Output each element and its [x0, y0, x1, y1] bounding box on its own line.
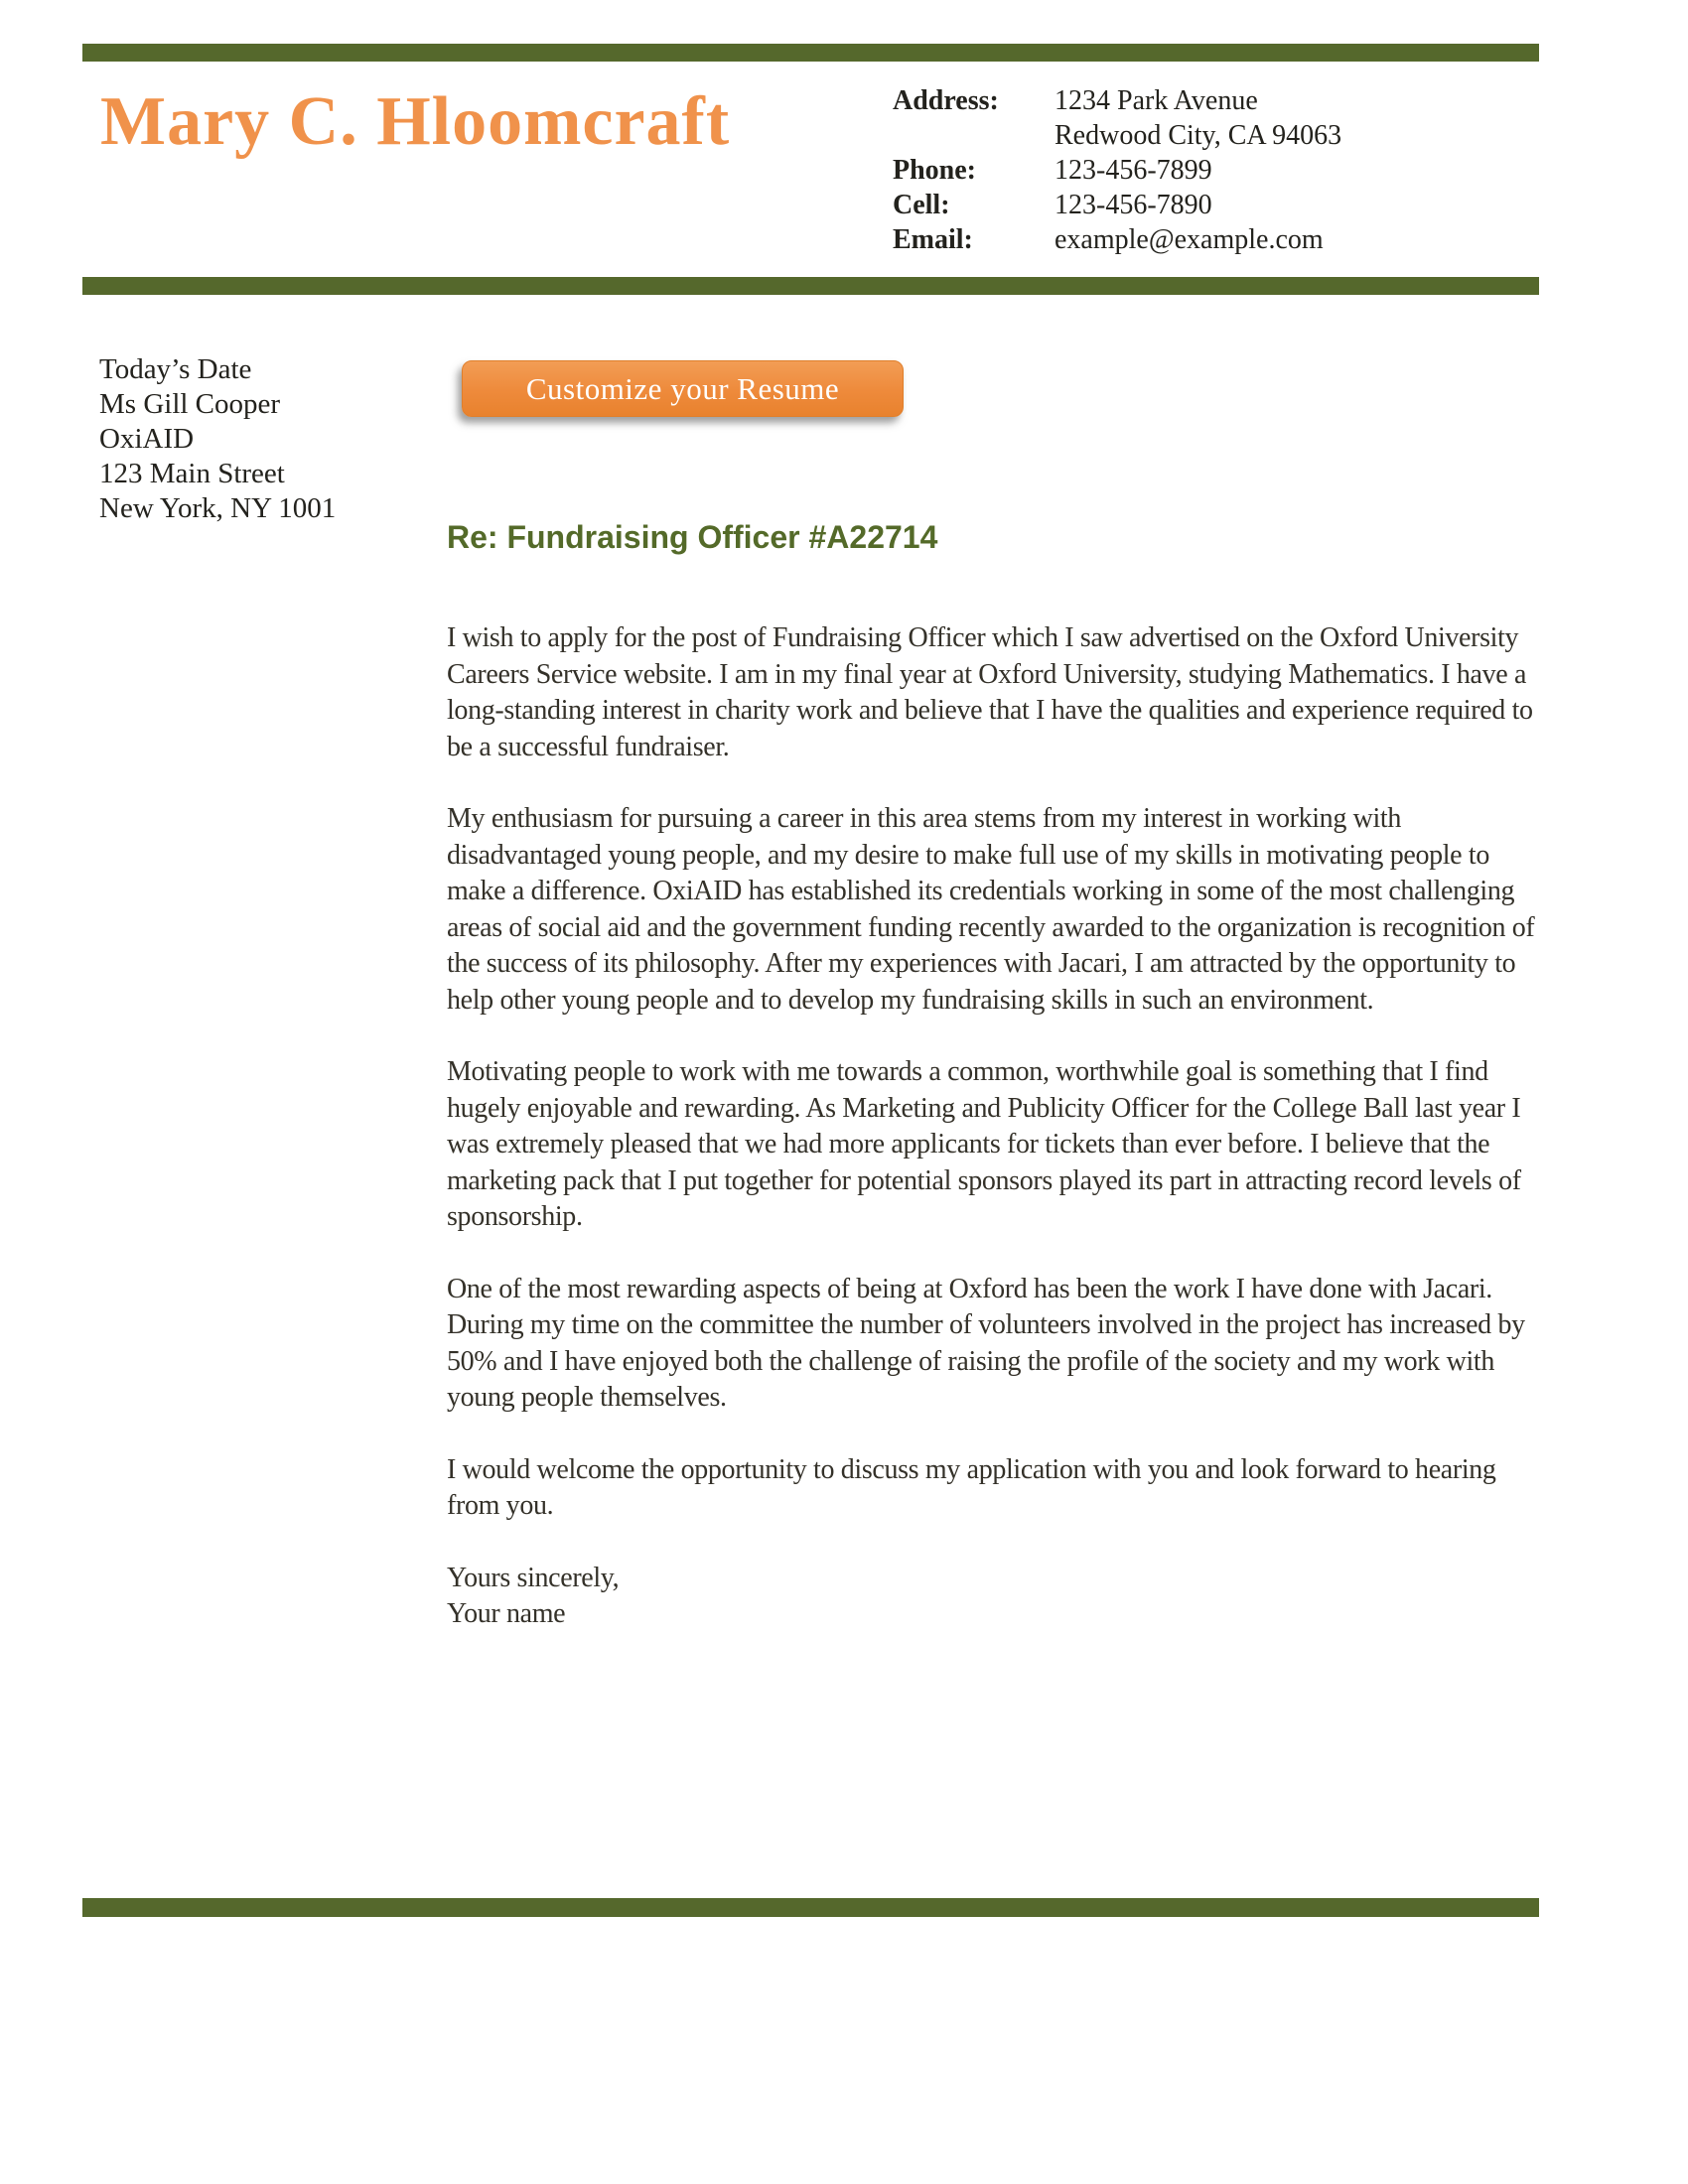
contact-row-cell [893, 188, 1341, 222]
address-label: Address: [893, 85, 999, 116]
cell-value: 123-456-7890 [1055, 190, 1212, 220]
contact-row-email [893, 222, 1341, 257]
recipient-line-org: OxiAID [99, 423, 195, 455]
contact-block [893, 83, 1341, 257]
recipient-line-name: Ms Gill Cooper [99, 388, 281, 420]
closing-salutation: Yours sincerely, [447, 1562, 620, 1593]
contact-row-phone [893, 153, 1341, 188]
letter-paragraph-2: My enthusiasm for pursuing a career in this area stems from my interest in working with disadvantaged young people, and my desire to make full use of my skills in motivating people to make a difference. OxiAID has established its credentials working in some of the most challenging areas of social aid and the government funding recently awarded to the organization is recognition of the success of its philosophy. After my experiences with Jacari, I am attracted by the opportunity to help other young people and to develop my fundraising skills in such an environment. [447, 803, 1535, 1016]
customize-resume-button[interactable]: Customize your Resume [462, 360, 904, 417]
letter-closing [447, 1561, 1544, 1633]
address-value [1055, 83, 1341, 153]
top-divider-bar [82, 44, 1539, 62]
recipient-line-date: Today’s Date [99, 353, 252, 385]
phone-label: Phone: [893, 155, 976, 186]
closing-signature: Your name [447, 1598, 566, 1629]
letter-paragraph-4: One of the most rewarding aspects of being at Oxford has been the work I have done with Jacari. During my time on the committee the number of volunteers involved in the project has increased by 50% and I have enjoyed both the challenge of raising the profile of the society and my work with young people themselves. [447, 1273, 1525, 1413]
letter-paragraph-3: Motivating people to work with me towards a common, worthwhile goal is something that I find hugely enjoyable and rewarding. As Marketing and Publicity Officer for the College Ball last year I was extremely pleased that we had more applicants for tickets than ever before. I believe that the marketing pack that I put together for potential sponsors played its part in attracting record levels of sponsorship. [447, 1056, 1521, 1232]
address-line-2: Redwood City, CA 94063 [1055, 120, 1342, 151]
letter-paragraph-1: I wish to apply for the post of Fundraising Officer which I saw advertised on the Oxford University Careers Service website. I am in my final year at Oxford University, studying Mathematics. I have a long-standing interest in charity work and believe that I have the qualities and experience required to be a successful fundraiser. [447, 622, 1533, 762]
email-label: Email: [893, 224, 973, 255]
address-line-1: 1234 Park Avenue [1055, 85, 1258, 116]
applicant-name: Mary C. Hloomcraft [100, 83, 731, 160]
recipient-line-city: New York, NY 1001 [99, 492, 337, 524]
letter-paragraph-5: I would welcome the opportunity to discuss my application with you and look forward to hearing from you. [447, 1453, 1496, 1521]
phone-value: 123-456-7899 [1055, 155, 1212, 186]
contact-row-address [893, 83, 1341, 153]
header-divider-bar [82, 277, 1539, 295]
letter-subject-heading: Re: Fundraising Officer #A22714 [447, 519, 938, 555]
letter-body [447, 620, 1544, 1633]
bottom-divider-bar [82, 1898, 1539, 1917]
email-value: example@example.com [1055, 224, 1324, 255]
recipient-block [99, 352, 336, 526]
recipient-line-street: 123 Main Street [99, 458, 285, 489]
cell-label: Cell: [893, 190, 950, 220]
